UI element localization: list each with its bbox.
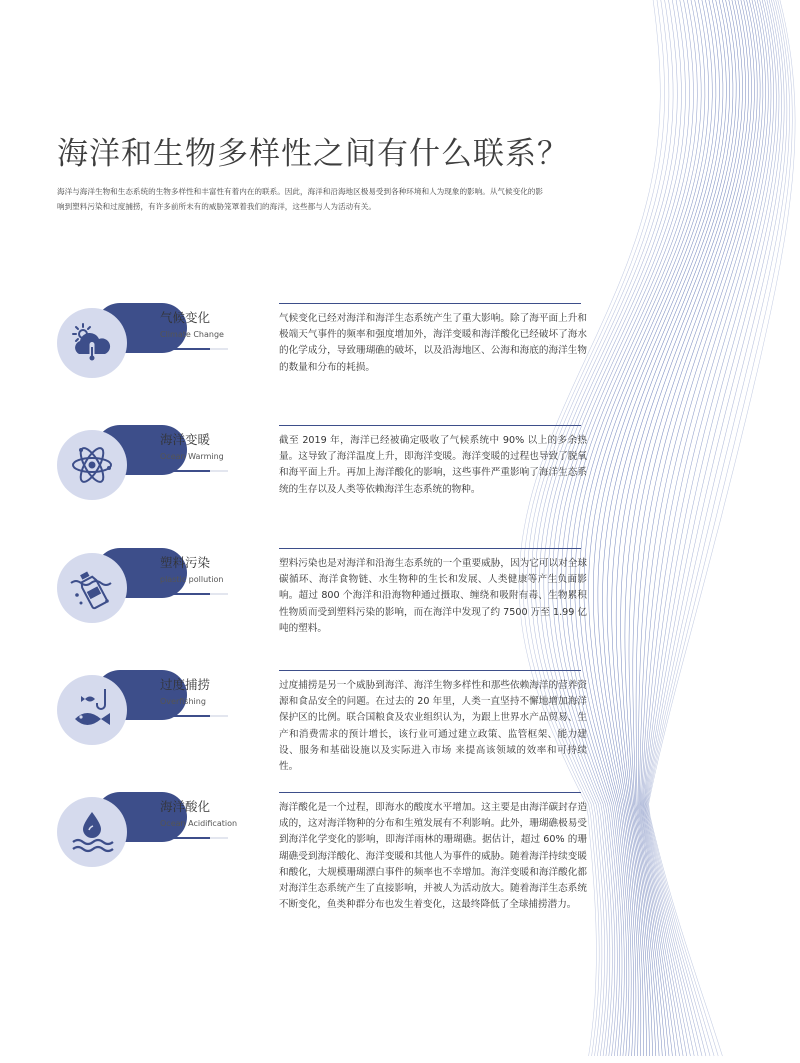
section-overfishing (0, 670, 800, 800)
section-divider (279, 303, 581, 304)
icon-badge-circle (57, 797, 127, 867)
icon-badge-circle (57, 308, 127, 378)
atom-orbit-icon (69, 442, 115, 488)
section-ocean-warming (0, 425, 800, 555)
section-divider (279, 792, 581, 793)
section-climate-change (0, 303, 800, 433)
intro-paragraph: 海洋与海洋生物和生态系统的生物多样性和丰富性有着内在的联系。因此，海洋和沿海地区极易受到各种环境和人为现象的影响。从气候变化的影响到塑料污染和过度捕捞，有许多前所未有的威胁笼罩着我们的海洋，这些都与人为活动有关。 (57, 187, 543, 211)
section-body-text: 海洋酸化是一个过程，即海水的酸度水平增加。这主要是由海洋碳封存造成的，这对海洋物种的分布和生殖发展有不利影响。此外，珊瑚礁极易受到海洋化学变化的影响，即海洋雨林的珊瑚礁。据估计，超过 60% 的珊瑚礁受到海洋酸化、海洋变暖和其他人为事件的威胁。随着海洋持续变暖和酸化，大规模珊瑚漂白事件的频率也不幸增加。海洋变暖和海洋酸化都对海洋生态系统产生了直接影响，并被人为活动放大。随着海洋生态系统不断变化，鱼类种群分布也发生着变化，这最终降低了全球捕捞潜力。 (279, 802, 587, 911)
section-divider (279, 425, 581, 426)
section-title-en: plastic pollution (160, 575, 224, 584)
icon-badge-circle (57, 675, 127, 745)
fish-hook-icon (69, 687, 115, 733)
section-body-text: 截至 2019 年，海洋已经被确定吸收了气候系统中 90% 以上的多余热量。这导致了海洋温度上升，即海洋变暖。海洋变暖的过程也导致了脱氧和海平面上升。再加上海洋酸化的影响，这些事件严重影响了海洋生态系统的生存以及人类等依赖海洋生态系统的物种。 (279, 435, 587, 495)
section-title-en: Ocean Warming (160, 452, 224, 461)
section-body-text: 气候变化已经对海洋和海洋生态系统产生了重大影响。除了海平面上升和极端天气事件的频率和强度增加外，海洋变暖和海洋酸化已经破坏了海水的化学成分，导致珊瑚礁的破坏，以及沿海地区、公海和海底的海洋生物的数量和分布的耗损。 (279, 313, 587, 373)
section-underline (160, 715, 228, 717)
section-ocean-acidification (0, 792, 800, 922)
section-title-cn: 气候变化 (160, 310, 211, 325)
plastic-bottle-icon (69, 565, 115, 611)
section-underline (160, 837, 228, 839)
section-title-en: Overfishing (160, 697, 206, 706)
section-title-cn: 海洋变暖 (160, 432, 211, 447)
section-divider (279, 670, 581, 671)
section-divider (279, 548, 581, 549)
water-drop-waves-icon (69, 809, 115, 855)
section-title-cn: 塑料污染 (160, 555, 211, 570)
section-underline (160, 348, 228, 350)
section-title-en: Ocean Acidification (160, 819, 238, 828)
section-underline (160, 593, 228, 595)
section-underline (160, 470, 228, 472)
section-body-text: 塑料污染也是对海洋和沿海生态系统的一个重要威胁，因为它可以对全球碳循环、海洋食物链、水生物种的生长和发展、人类健康等产生负面影响。超过 800 个海洋和沿海物种通过摄取、缠绕和吸附有毒、生物累积性物质而受到塑料污染的影响，而在海洋中发现了约 7500 万至 1.99 亿吨的塑料。 (279, 558, 587, 634)
section-body-text: 过度捕捞是另一个威胁到海洋、海洋生物多样性和那些依赖海洋的营养资源和食品安全的问题。在过去的 20 年里，人类一直坚持不懈地增加海洋保护区的比例。联合国粮食及农业组织认为，为跟上世界水产品贸易、生产和消费需求的预计增长，该行业可通过建立政策、监管框架、能力建设、服务和基础设施以及实际进入市场 来提高该领域的效率和可持续性。 (279, 680, 587, 773)
icon-badge-circle (57, 430, 127, 500)
section-title-cn: 过度捕捞 (160, 677, 211, 692)
page-title: 海洋和生物多样性之间有什么联系？ (57, 136, 569, 172)
climate-thermometer-icon (69, 320, 115, 366)
section-plastic-pollution (0, 548, 800, 678)
section-title-cn: 海洋酸化 (160, 799, 211, 814)
section-title-en: Climate Change (160, 330, 224, 339)
icon-badge-circle (57, 553, 127, 623)
